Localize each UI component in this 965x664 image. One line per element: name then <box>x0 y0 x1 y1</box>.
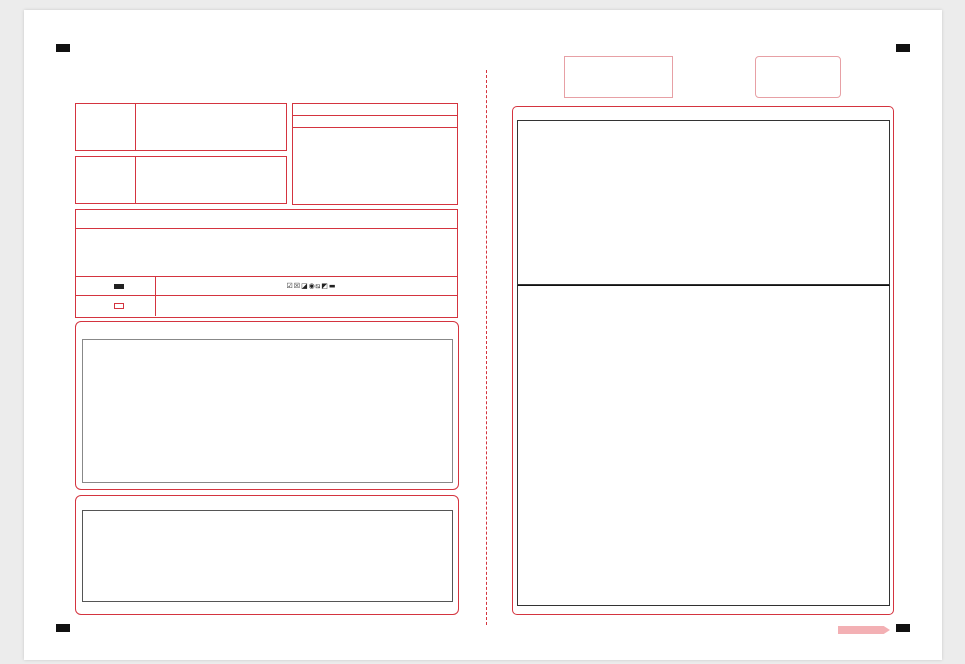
fold-line <box>486 70 487 625</box>
notice-lines <box>76 229 457 276</box>
corner-mark <box>56 44 70 52</box>
absent-checkbox[interactable] <box>114 303 124 309</box>
choice-section <box>75 321 459 490</box>
short-answer-section <box>75 495 459 615</box>
absent-note <box>156 296 457 316</box>
admission-write-row[interactable] <box>293 116 457 128</box>
unit-label <box>76 104 136 150</box>
answer-area-top[interactable] <box>517 120 890 285</box>
corner-mark <box>896 44 910 52</box>
admission-bubbles[interactable] <box>293 128 457 204</box>
admission-number-grid[interactable] <box>292 103 458 205</box>
barcode-test-area[interactable] <box>755 56 841 98</box>
name-field[interactable] <box>75 156 287 204</box>
next-page-arrow <box>838 626 890 634</box>
answer-area-77[interactable] <box>517 285 890 606</box>
unit-field[interactable] <box>75 103 287 151</box>
choice-answer-grid[interactable] <box>82 339 453 483</box>
answer-area-76[interactable] <box>82 510 453 602</box>
correct-fill-sample <box>114 284 124 289</box>
answer-sheet <box>24 10 942 660</box>
name-label <box>76 157 136 203</box>
notice-title <box>76 210 457 229</box>
corner-mark <box>896 624 910 632</box>
corner-mark <box>56 624 70 632</box>
wrong-fill-samples: ☑☒◪◉⧅◩▬ <box>286 281 337 290</box>
barcode-info-area[interactable] <box>564 56 673 98</box>
admission-title <box>293 104 457 116</box>
notice-box <box>75 209 458 318</box>
right-answer-section <box>512 106 894 615</box>
